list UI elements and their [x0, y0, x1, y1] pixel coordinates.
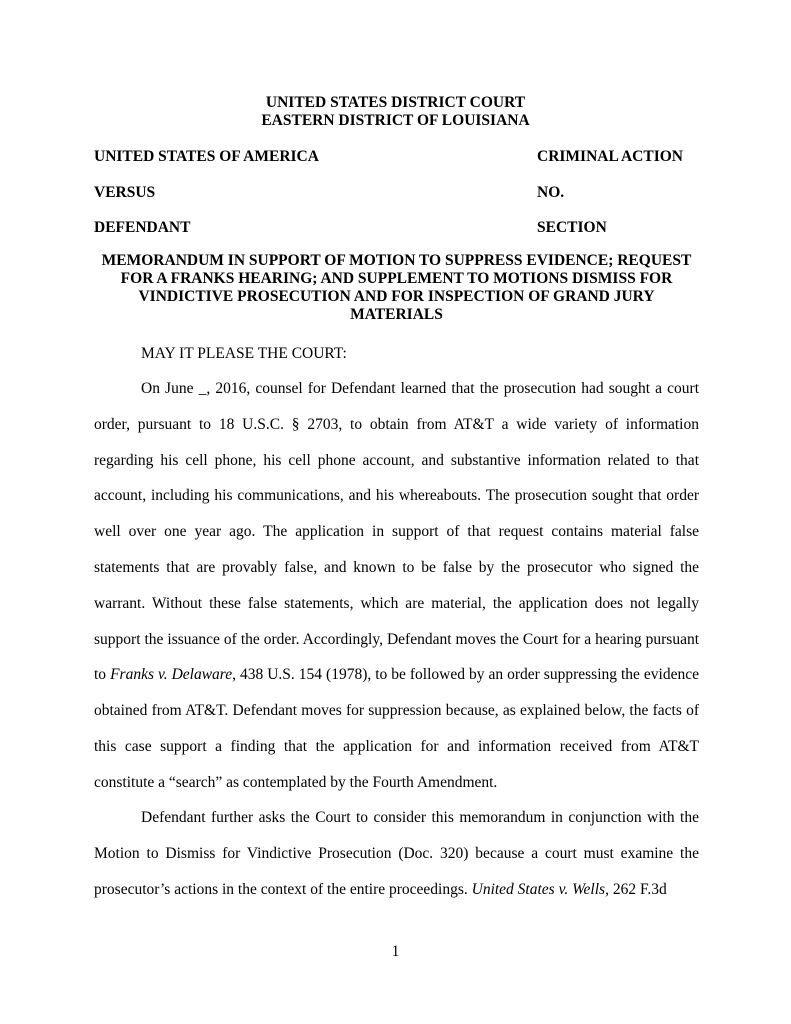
title-line: MATERIALS: [350, 306, 443, 323]
caption-section: SECTION: [537, 219, 607, 236]
court-heading: [0, 94, 791, 130]
caption-case-number: NO.: [537, 184, 565, 201]
title-line: VINDICTIVE PROSECUTION AND FOR INSPECTION OF GRAND JURY: [138, 288, 655, 305]
memorandum-title: [94, 252, 699, 324]
paragraph-text: On June _, 2016, counsel for Defendant learned that the prosecution had sought a court order, pursuant to 18 U.S.C. § 2703, to obtain from AT&T a wide variety of information regarding his cell phone, his cell phone account, and substantive information related to that account, including his communications, and his whereabouts. The prosecution sought that order well over one year ago. The application in support of that request contains material false statements that are provably false, and known to be false by the prosecutor who signed the warrant. Without these false statements, which are material, the application does not legally support the issuance of the order. Accordingly, Defendant moves the Court for a hearing pursuant to: [94, 380, 699, 684]
paragraph-text: , 438 U.S. 154 (1978), to be followed by an order suppressing the evidence obtained from AT&T. Defendant moves for suppression because, as explained below, the facts of this case support a finding that the application for and information received from AT&T constitute a “search” as contemplated by the Fourth Amendment.: [94, 666, 699, 791]
title-line: FOR A FRANKS HEARING; AND SUPPLEMENT TO MOTIONS DISMISS FOR: [120, 270, 673, 287]
body-paragraph-1: [94, 371, 699, 801]
caption-criminal-action: CRIMINAL ACTION: [537, 148, 683, 165]
body-paragraph-2: [94, 800, 699, 907]
caption-plaintiff: UNITED STATES OF AMERICA: [94, 148, 319, 165]
case-citation: Franks v. Delaware: [110, 666, 233, 684]
title-line: MEMORANDUM IN SUPPORT OF MOTION TO SUPPRESS EVIDENCE; REQUEST: [101, 252, 692, 269]
caption-versus: VERSUS: [94, 184, 156, 201]
district-name: EASTERN DISTRICT OF LOUISIANA: [261, 112, 530, 129]
salutation: MAY IT PLEASE THE COURT:: [141, 345, 347, 362]
caption-defendant: DEFENDANT: [94, 219, 191, 236]
court-name: UNITED STATES DISTRICT COURT: [265, 94, 526, 111]
page-number: 1: [391, 943, 400, 960]
case-citation: United States v. Wells: [471, 880, 606, 898]
paragraph-text: , 262 F.3d: [605, 880, 667, 898]
paragraph-text: Defendant further asks the Court to consider this memorandum in conjunction with the Motion to Dismiss for Vindictive Prosecution (Doc. 320) because a court must examine the prosecutor’s actions in the context of the entire proceedings.: [94, 809, 699, 898]
